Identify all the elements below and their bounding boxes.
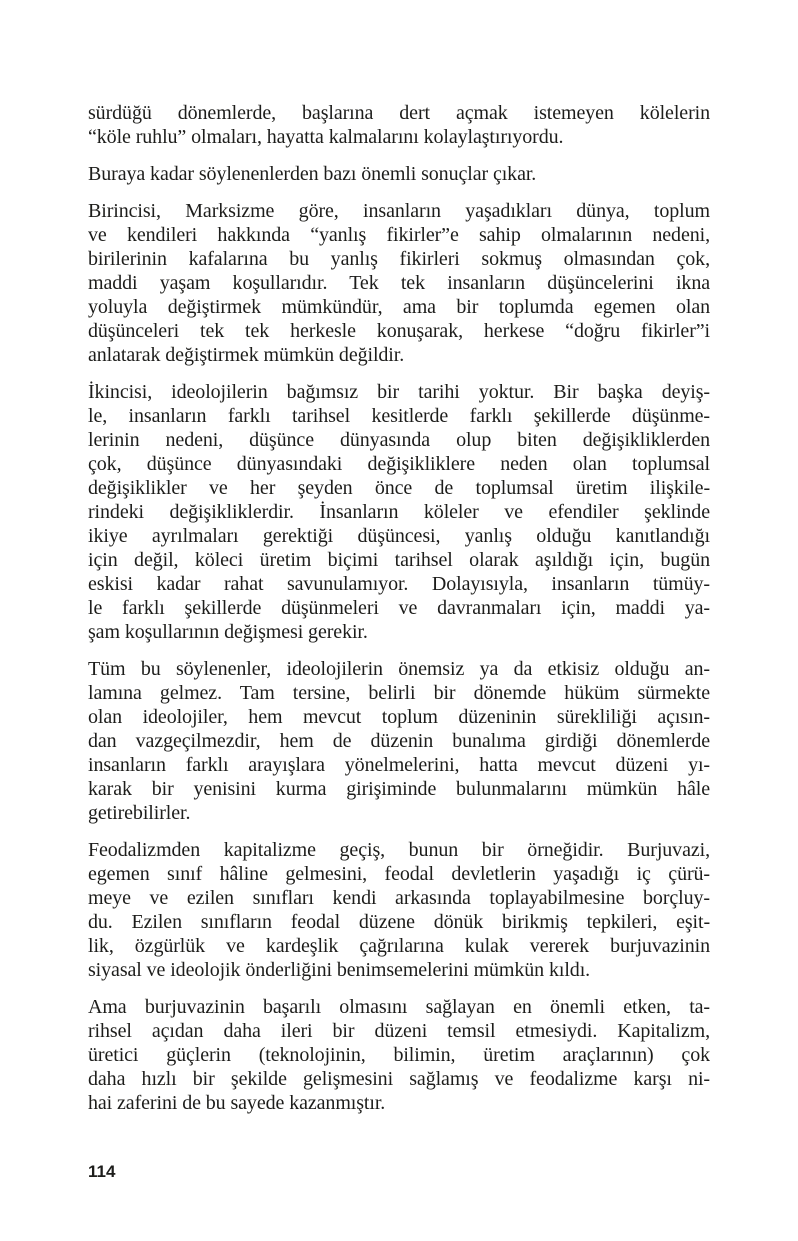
text-line: lamına gelmez. Tam tersine, belirli bir dönemde hüküm sürmekte: [88, 682, 710, 704]
text-line: dan vazgeçilmezdir, hem de düzenin bunalıma girdiği dönemlerde: [88, 730, 710, 752]
paragraph: [88, 199, 710, 367]
text-line: rindeki değişikliklerdir. İnsanların köleler ve efendiler şeklinde: [88, 501, 710, 523]
text-line: maddi yaşam koşullarıdır. Tek tek insanların düşüncelerini ikna: [88, 272, 710, 294]
text-line: karak bir yenisini kurma girişiminde bulunmalarını mümkün hâle: [88, 778, 710, 800]
text-line: daha hızlı bir şekilde gelişmesini sağlamış ve feodalizme karşı ni-: [88, 1068, 710, 1090]
text-line: getirebilirler.: [88, 802, 191, 824]
text-line: anlatarak değiştirmek mümkün değildir.: [88, 344, 405, 366]
paragraph: [88, 101, 710, 149]
text-line: le, insanların farklı tarihsel kesitlerde farklı şekillerde düşünme-: [88, 405, 710, 427]
text-line: Birincisi, Marksizme göre, insanların yaşadıkları dünya, toplum: [88, 200, 710, 222]
text-line: “köle ruhlu” olmaları, hayatta kalmalarını kolaylaştırıyordu.: [88, 126, 564, 148]
page-number: 114: [88, 1162, 116, 1181]
text-line: egemen sınıf hâline gelmesini, feodal devletlerin yaşadığı iç çürü-: [88, 863, 710, 885]
paragraph: [88, 995, 710, 1115]
text-block: [88, 101, 710, 1128]
text-line: insanların farklı arayışlara yönelmelerini, hatta mevcut düzeni yı-: [88, 754, 710, 776]
text-line: birilerinin kafalarına bu yanlış fikirleri sokmuş olmasından çok,: [88, 248, 710, 270]
text-line: çok, düşünce dünyasındaki değişikliklere neden olan toplumsal: [88, 453, 710, 475]
paragraph: [88, 657, 710, 825]
text-line: ikiye ayrılmaları gerektiği düşüncesi, yanlış olduğu kanıtlandığı: [88, 525, 710, 547]
text-line: ve kendileri hakkında “yanlış fikirler”e sahip olmalarının nedeni,: [88, 224, 710, 246]
text-line: için değil, köleci üretim biçimi tarihsel olarak aşıldığı için, bugün: [88, 549, 710, 571]
text-line: meye ve ezilen sınıfları kendi arkasında toplayabilmesine borçluy-: [88, 887, 710, 909]
text-line: şam koşullarının değişmesi gerekir.: [88, 621, 368, 643]
text-line: olan ideolojiler, hem mevcut toplum düzeninin sürekliliği açısın-: [88, 706, 710, 728]
text-line: sürdüğü dönemlerde, başlarına dert açmak istemeyen kölelerin: [88, 102, 710, 124]
paragraph: [88, 838, 710, 982]
text-line: du. Ezilen sınıfların feodal düzene dönük birikmiş tepkileri, eşit-: [88, 911, 710, 933]
paragraph: [88, 162, 710, 186]
text-line: düşünceleri tek tek herkesle konuşarak, herkese “doğru fikirler”i: [88, 320, 710, 342]
text-line: hai zaferini de bu sayede kazanmıştır.: [88, 1092, 386, 1114]
text-line: lik, özgürlük ve kardeşlik çağrılarına kulak vererek burjuvazinin: [88, 935, 710, 957]
text-line: eskisi kadar rahat savunulamıyor. Dolayısıyla, insanların tümüy-: [88, 573, 710, 595]
text-line: Feodalizmden kapitalizme geçiş, bunun bir örneğidir. Burjuvazi,: [88, 839, 710, 861]
text-line: lerinin nedeni, düşünce dünyasında olup biten değişikliklerden: [88, 429, 710, 451]
text-line: rihsel açıdan daha ileri bir düzeni temsil etmesiydi. Kapitalizm,: [88, 1020, 710, 1042]
text-line: yoluyla değiştirmek mümkündür, ama bir toplumda egemen olan: [88, 296, 710, 318]
text-line: Ama burjuvazinin başarılı olmasını sağlayan en önemli etken, ta-: [88, 996, 710, 1018]
text-line: siyasal ve ideolojik önderliğini benimsemelerini mümkün kıldı.: [88, 959, 591, 981]
text-line: değişiklikler ve her şeyden önce de toplumsal üretim ilişkile-: [88, 477, 710, 499]
text-line: le farklı şekillerde düşünmeleri ve davranmaları için, maddi ya-: [88, 597, 710, 619]
text-line: İkincisi, ideolojilerin bağımsız bir tarihi yoktur. Bir başka deyiş-: [88, 381, 710, 403]
text-line: üretici güçlerin (teknolojinin, bilimin, üretim araçlarının) çok: [88, 1044, 710, 1066]
text-line: Buraya kadar söylenenlerden bazı önemli sonuçlar çıkar.: [88, 163, 537, 185]
paragraph: [88, 380, 710, 644]
text-line: Tüm bu söylenenler, ideolojilerin önemsiz ya da etkisiz olduğu an-: [88, 658, 710, 680]
